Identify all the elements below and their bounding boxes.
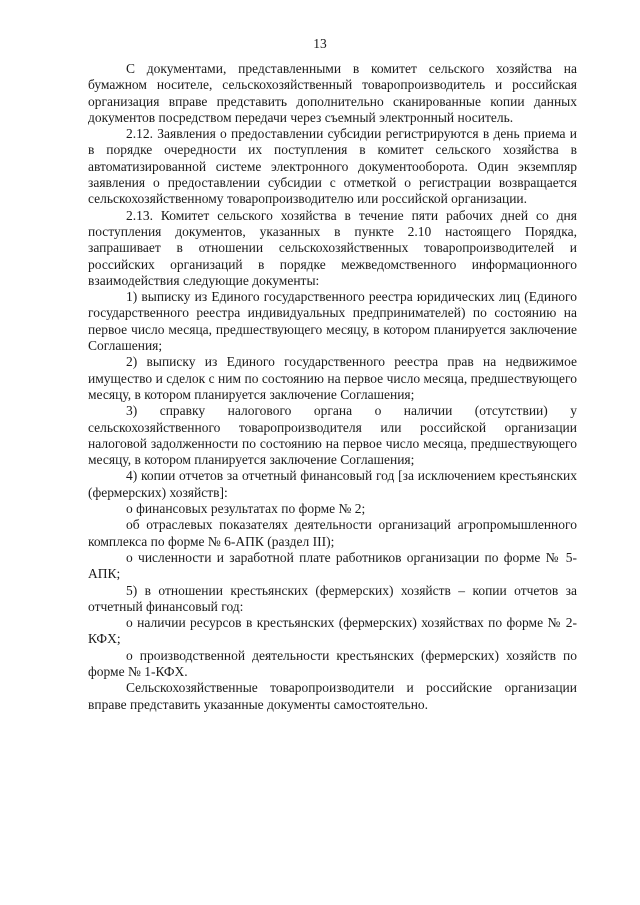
- sub-item-form-1-kfh: о производственной деятельности крестьянских (фермерских) хозяйств по форме № 1-КФХ.: [88, 647, 577, 679]
- sub-item-form-5-apk: о численности и заработной плате работников организации по форме № 5-АПК;: [88, 549, 577, 582]
- paragraph-documents-intro: С документами, представленными в комитет сельского хозяйства на бумажном носителе, сельскохозяйственный товаропроизводитель и российская организация вправе представить дополнительно сканированные копии данных документов посредством передачи через съемный электронный носитель.: [88, 61, 577, 125]
- list-item-1: 1) выписку из Единого государственного реестра юридических лиц (Единого государственного реестра индивидуальных предпринимателей) по состоянию на первое число месяца, предшествующего месяцу, в котором планируется заключение Соглашения;: [88, 289, 577, 354]
- paragraph-self-submission: Сельскохозяйственные товаропроизводители и российские организации вправе представить указанные документы самостоятельно.: [88, 680, 577, 712]
- list-item-3: 3) справку налогового органа о наличии (отсутствии) у сельскохозяйственного товаропроизводителя или российской организации налоговой задолженности по состоянию на первое число месяца, предшествующего месяцу, в котором планируется заключение Соглашения;: [88, 403, 577, 468]
- sub-item-form-6-apk: об отраслевых показателях деятельности организаций агропромышленного комплекса по форме № 6-АПК (раздел III);: [88, 517, 577, 549]
- document-body: [88, 61, 577, 713]
- paragraph-2-12: 2.12. Заявления о предоставлении субсидии регистрируются в день приема и в порядке очередности их поступления в комитет сельского хозяйства в автоматизированной системе электронного документооборота. Один экземпляр заявления о предоставлении субсидии с отметкой о регистрации возвращается сельскохозяйственному товаропроизводителю или российской организации.: [88, 126, 577, 207]
- sub-item-form-2-kfh: о наличии ресурсов в крестьянских (фермерских) хозяйствах по форме № 2-КФХ;: [88, 615, 577, 647]
- sub-item-form-2: о финансовых результатах по форме № 2;: [126, 501, 366, 517]
- paragraph-2-13: 2.13. Комитет сельского хозяйства в течение пяти рабочих дней со дня поступления документов, указанных в пункте 2.10 настоящего Порядка, запрашивает в отношении сельскохозяйственных товаропроизводителей и российских организаций в порядке межведомственного информационного взаимодействия следующие документы:: [88, 207, 577, 288]
- list-item-5: 5) в отношении крестьянских (фермерских) хозяйств – копии отчетов за отчетный финансовый год:: [88, 582, 577, 614]
- list-item-4: 4) копии отчетов за отчетный финансовый год [за исключением крестьянских (фермерских) хозяйств]:: [88, 468, 577, 500]
- page-number: 13: [313, 36, 327, 51]
- list-item-2: 2) выписку из Единого государственного реестра прав на недвижимое имущество и сделок с ним по состоянию на первое число месяца, предшествующего месяцу, в котором планируется заключение Соглашения;: [88, 354, 577, 402]
